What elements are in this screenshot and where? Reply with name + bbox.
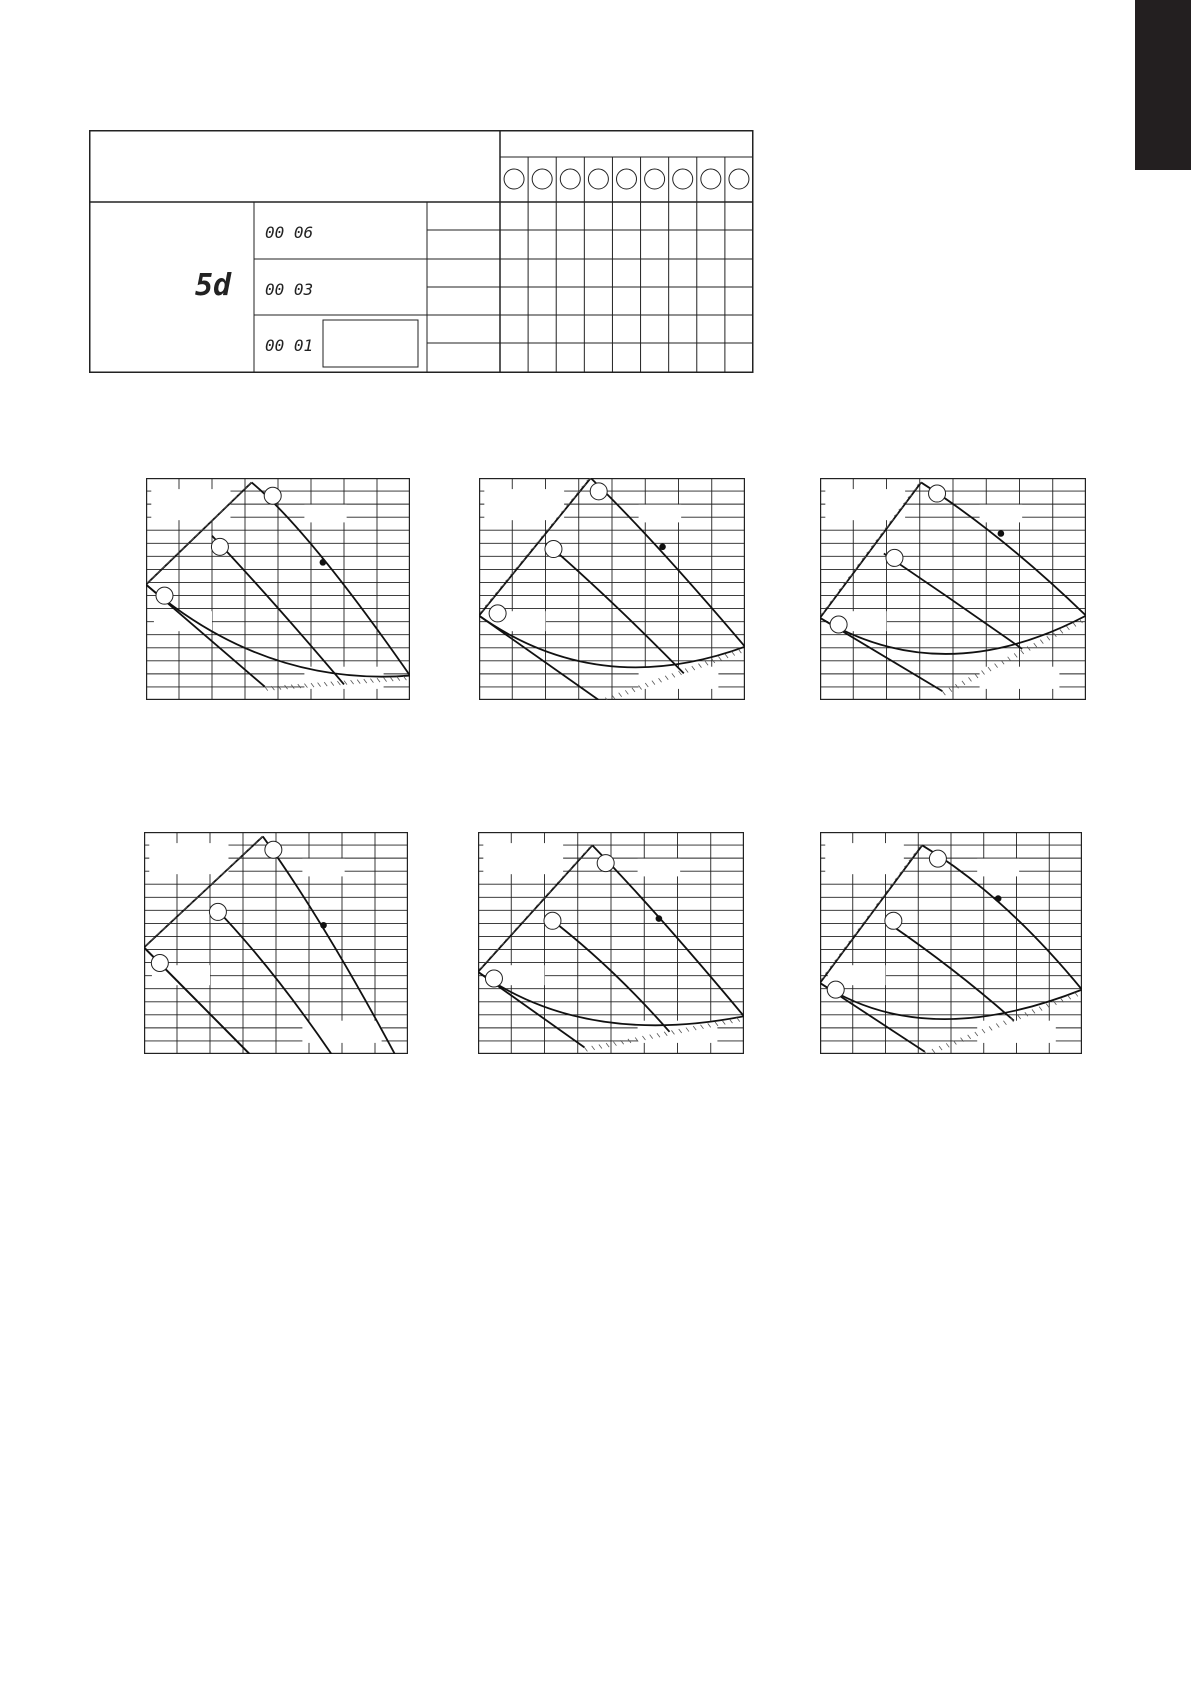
curve-label-circle-1	[265, 841, 282, 858]
code-row-2: 00 03	[265, 280, 314, 299]
curve-chart-5	[478, 832, 744, 1054]
curve-label-circle-3	[151, 954, 168, 971]
curve-chart-1	[146, 478, 410, 700]
curve-chart-3	[820, 478, 1086, 700]
curve-label-circle-1	[597, 855, 614, 872]
curve-chart-2	[479, 478, 745, 700]
curve-label-circle-2	[544, 912, 561, 929]
curve-label-circle-2	[886, 549, 903, 566]
operating-point	[659, 544, 666, 551]
column-marker-circle	[504, 169, 524, 189]
curve-label-circle-3	[156, 587, 173, 604]
curve-label-circle-3	[827, 981, 844, 998]
column-marker-circle	[645, 169, 665, 189]
curve-chart-4	[144, 832, 408, 1054]
curve-chart-6	[820, 832, 1082, 1054]
column-marker-circle	[729, 169, 749, 189]
curve-label-circle-2	[211, 538, 228, 555]
curve-label-circle-1	[590, 483, 607, 500]
curve-label-circle-3	[830, 616, 847, 633]
operating-point	[998, 530, 1005, 537]
operating-point	[320, 559, 327, 566]
column-marker-circle	[560, 169, 580, 189]
column-marker-circle	[701, 169, 721, 189]
curve-label-circle-2	[545, 541, 562, 558]
code-row-1: 00 06	[265, 223, 314, 242]
curve-label-circle-2	[885, 912, 902, 929]
curve-label-circle-2	[209, 903, 226, 920]
curve-label-circle-1	[929, 850, 946, 867]
column-marker-circle	[588, 169, 608, 189]
column-marker-circle	[673, 169, 693, 189]
page-tab-marker	[1135, 0, 1191, 170]
curve-label-circle-3	[485, 970, 502, 987]
operating-point	[656, 915, 663, 922]
curve-label-circle-1	[929, 485, 946, 502]
settings-table	[89, 130, 754, 375]
column-marker-circle	[532, 169, 552, 189]
column-marker-circle	[617, 169, 637, 189]
operating-point	[320, 922, 327, 929]
mode-code: 5d	[195, 268, 232, 303]
curve-label-circle-1	[264, 487, 281, 504]
curve-label-circle-3	[489, 605, 506, 622]
operating-point	[995, 895, 1002, 902]
code-row-3: 00 01	[265, 336, 314, 355]
